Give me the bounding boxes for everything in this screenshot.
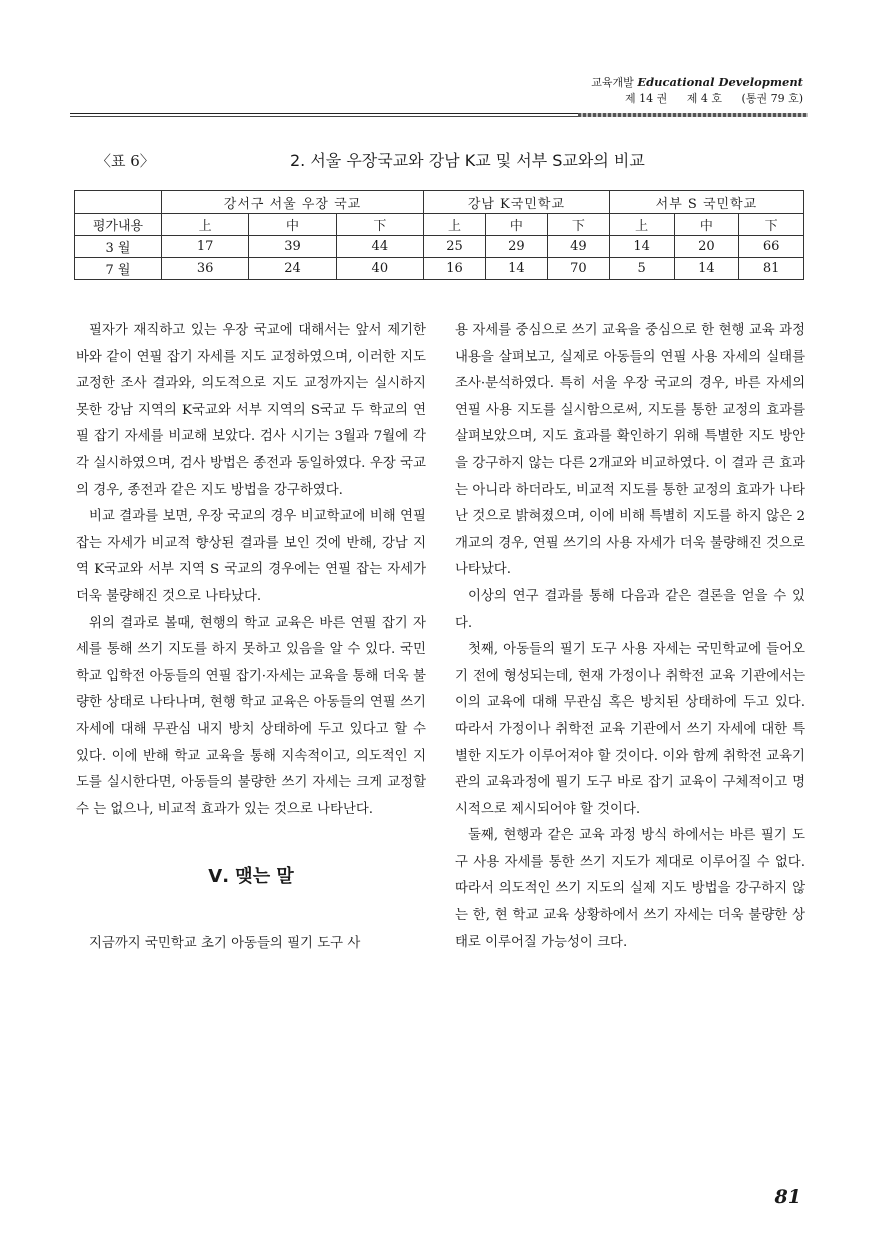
table-cell: 44 [336,236,423,258]
table-cell: 16 [423,258,485,280]
body-paragraph: 둘째, 현행과 같은 교육 과정 방식 하에서는 바른 필기 도구 사용 자세를 통한 쓰기 지도가 제대로 이루어질 수 없다. 따라서 의도적인 쓰기 지도의 실제 지도 방법을 강구하지 않는 한, 현 학교 교육 상황하에서 쓰기 자세는 더욱 불량한 상태로 이루어질 가능성이 크다. [455,828,805,950]
group-header-cell: 강남 K국민학교 [423,191,609,214]
header-rule [70,113,808,117]
section-heading: Ⅴ. 맺는 말 [208,866,294,888]
serial-label: (통권 79 호) [741,92,803,105]
table-row [75,236,804,258]
table-cell: 17 [162,236,249,258]
journal-title-en: Educational Development [637,75,803,89]
body-paragraph: 첫째, 아동들의 필기 도구 사용 자세는 국민학교에 들어오기 전에 형성되는데, 현재 가정이나 취학전 교육 기관에서는 이의 교육에 대해 무관심 혹은 방치된 상태하에 두고 있다. 따라서 가정이나 취학전 교육 기관에서 쓰기 자세에 대한 특별한 지도가 이루어져야 할 것이다. 이와 함께 취학전 교육기관의 교육과정에 필기 도구 바로 잡기 교육이 구체적이고 명시적으로 제시되어야 할 것이다. [455,642,805,817]
journal-title-ko: 교육개발 [591,76,634,89]
table-cell: 14 [674,258,739,280]
row-header-cell: 평가내용 [75,214,162,236]
page-number: 81 [774,1186,801,1208]
table-cell: 24 [249,258,336,280]
table-title: 2. 서울 우장국교와 강남 K교 및 서부 S교와의 비교 [290,151,645,170]
level-header-cell: 中 [249,214,336,236]
row-label-cell: 7 월 [75,258,162,280]
table-cell: 70 [547,258,609,280]
table-cell: 49 [547,236,609,258]
level-header-cell: 下 [547,214,609,236]
level-header-cell: 下 [739,214,804,236]
body-paragraph: 비교 결과를 보면, 우장 국교의 경우 비교학교에 비해 연필 잡는 자세가 비교적 향상된 결과를 보인 것에 반해, 강남 지역 K국교와 서부 지역 S 국교의 경우에는 연필 잡는 자세가 더욱 불량해진 것으로 나타났다. [76,509,426,604]
table-cell: 29 [485,236,547,258]
journal-title [591,74,803,91]
level-header-cell: 上 [423,214,485,236]
body-paragraph: 용 자세를 중심으로 쓰기 교육을 중심으로 한 현행 교육 과정 내용을 살펴보고, 실제로 아동들의 연필 사용 자세의 실태를 조사·분석하였다. 특히 서울 우장 국교의 경우, 바른 자세의 연필 사용 지도를 실시함으로써, 지도를 통한 교정의 효과를 살펴보았으며, 지도 효과를 확인하기 위해 특별한 지도 방안을 강구하지 않는 다른 2개교와 비교하였다. 이 결과 큰 효과는 아니라 하더라도, 비교적 지도를 통한 교정의 효과가 나타난 것으로 밝혀졌으며, 이에 비해 특별히 지도를 하지 않은 2개교의 경우, 연필 쓰기의 사용 자세가 더욱 불량해진 것으로 나타났다. [455,323,805,578]
table-cell: 20 [674,236,739,258]
table-cell: 14 [609,236,674,258]
issue-info [591,91,803,107]
level-header-cell: 中 [485,214,547,236]
table-cell: 14 [485,258,547,280]
table-cell: 5 [609,258,674,280]
table-label: 〈표 6〉 [96,152,155,170]
table-cell: 40 [336,258,423,280]
table-cell: 25 [423,236,485,258]
body-paragraph: 지금까지 국민학교 초기 아동들의 필기 도구 사 [89,936,361,952]
level-header-cell: 下 [336,214,423,236]
table-group-header-row [75,191,804,214]
level-header-cell: 上 [609,214,674,236]
body-paragraph: 이상의 연구 결과를 통해 다음과 같은 결론을 얻을 수 있다. [455,588,805,631]
body-paragraph: 필자가 재직하고 있는 우장 국교에 대해서는 앞서 제기한 바와 같이 연필 잡기 자세를 지도 교정하였으며, 이러한 지도 교정한 조사 결과와, 의도적으로 지도 교정까지는 실시하지 못한 강남 지역의 K국교와 서부 지역의 S국교 두 학교의 연필 잡기 자세를 비교해 보았다. 검사 시기는 3월과 7월에 각각 실시하였으며, 검사 방법은 종전과 동일하였다. 우장 국교의 경우, 종전과 같은 지도 방법을 강구하였다. [76,323,426,498]
group-header-cell: 강서구 서울 우장 국교 [162,191,424,214]
level-header-cell: 中 [674,214,739,236]
table-level-header-row [75,214,804,236]
volume-label: 제 14 권 [625,92,668,105]
table-cell: 39 [249,236,336,258]
left-column [76,318,426,958]
number-label: 제 4 호 [686,92,723,105]
table-corner-cell [75,191,162,214]
right-column [455,318,805,956]
level-header-cell: 上 [162,214,249,236]
row-label-cell: 3 월 [75,236,162,258]
table-cell: 36 [162,258,249,280]
table-cell: 66 [739,236,804,258]
running-head [591,74,803,107]
comparison-table [74,190,804,280]
table-cell: 81 [739,258,804,280]
body-paragraph: 위의 결과로 볼때, 현행의 학교 교육은 바른 연필 잡기 자세를 통해 쓰기 지도를 하지 못하고 있음을 알 수 있다. 국민학교 입학전 아동들의 연필 잡기·자세는 교육을 통해 더욱 불량한 상태로 나타나며, 현행 학교 교육은 아동들의 연필 쓰기 자세에 대해 무관심 내지 방치 상태하에 두고 있다고 할 수 있다. 이에 반해 학교 교육을 통해 지속적이고, 의도적인 지도를 실시한다면, 아동들의 불량한 쓰기 자세는 크게 교정할 수 는 없으나, 비교적 효과가 있는 것으로 나타난다. [76,615,426,817]
table-row [75,258,804,280]
group-header-cell: 서부 S 국민학교 [609,191,803,214]
